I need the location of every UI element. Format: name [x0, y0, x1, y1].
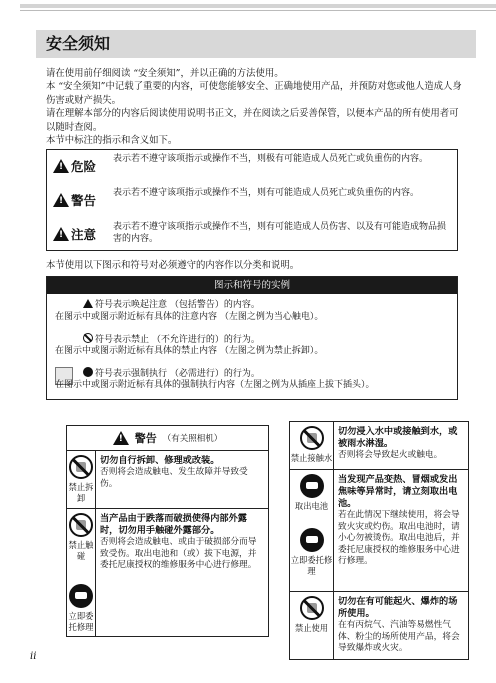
page-number: ii	[30, 651, 37, 662]
example-row-mandatory	[47, 364, 457, 398]
warning-instruction: 当发现产品变热、冒烟或发出焦味等异常时，请立刻取出电池。	[338, 474, 458, 509]
intro-text	[46, 67, 466, 147]
warning-consequence: 否则将会造成触电、发生故障并导致受伤。	[100, 467, 248, 489]
warning-title: 警告	[134, 432, 157, 445]
warning-box-right-column	[289, 421, 469, 660]
example-text: 符号表示唤起注意 （包括警告）的内容。	[95, 300, 260, 310]
warning-triangle-icon	[53, 227, 69, 241]
icon-label: 立即委托修理	[290, 555, 333, 576]
header-bar	[20, 4, 496, 8]
mandatory-icon	[83, 367, 93, 377]
warning-triangle-icon	[53, 193, 69, 207]
no-use-icon	[300, 596, 324, 620]
warning-box-camera	[66, 425, 269, 637]
examples-header: 图示和符号的实例	[47, 277, 457, 294]
repair-request-icon	[300, 528, 324, 552]
warning-triangle-icon	[113, 431, 129, 445]
warning-instruction: 当产品由于跌落而破损使得内部外露时，切勿用手触碰外露部分。	[100, 513, 247, 536]
warning-item	[67, 451, 268, 509]
caution-triangle-icon	[83, 299, 93, 308]
warning-instruction: 切勿在有可能起火、爆炸的场所使用。	[338, 596, 458, 619]
remove-battery-icon	[300, 474, 324, 498]
warning-consequence: 在有丙烷气、汽油等易燃性气体、粉尘的场所使用产品，将会导致爆炸或火灾。	[338, 620, 460, 654]
level-description: 表示若不遵守该项指示或操作不当，则有可能造成人员伤害、以及有可能造成物品损害的内容。	[113, 222, 447, 245]
intro-line: 本节中标注的指示和含义如下。	[46, 135, 178, 147]
hazard-level-caution	[47, 218, 457, 252]
level-label: 注意	[71, 227, 97, 242]
symbol-examples-box	[46, 276, 458, 400]
intro-line: 请在理解本部分的内容后阅读使用说明书正文，并在阅读之后妥善保管，以便本产品的所有使用者可以随时查阅。	[46, 108, 459, 133]
symbols-intro: 本节使用以下图示和符号对必须遵守的内容作以分类和说明。	[46, 260, 300, 271]
hazard-level-warning	[47, 184, 457, 218]
warning-box-header	[67, 426, 268, 451]
icon-label: 禁止使用	[294, 623, 329, 633]
level-description: 表示若不遵守该项指示或操作不当，则极有可能造成人员死亡或负重伤的内容。	[113, 154, 429, 164]
warning-consequence: 若在此情况下继续使用，将会导致火灾或灼伤。取出电池时，请小心勿被烫伤。取出电池后，并委托尼康授权的维修服务中心进行修理。	[338, 510, 460, 567]
example-row-prohibited	[47, 330, 457, 364]
prohibited-icon	[83, 333, 93, 343]
warning-instruction: 切勿自行拆卸、修理或改装。	[100, 455, 220, 466]
warning-item	[290, 470, 468, 592]
icon-label: 禁止接触水	[290, 453, 333, 463]
warning-item	[290, 592, 468, 659]
example-detail: 在图示中或图示附近标有具体的注意内容 （左图之例为当心触电）。	[55, 312, 324, 322]
example-detail: 在图示中或图示附近标有具体的禁止内容 （左图之例为禁止拆卸）。	[55, 346, 324, 356]
example-row-caution	[47, 296, 457, 330]
warning-consequence: 否则将会导致起火或触电。	[338, 450, 443, 460]
icon-label: 禁止拆卸	[68, 482, 94, 503]
page-title: 安全须知	[46, 34, 111, 53]
warning-item	[290, 422, 468, 470]
intro-line: 请在使用前仔细阅读 “安全须知”，并以正确的方法使用。	[46, 68, 284, 79]
level-description: 表示若不遵守该项指示或操作不当，则有可能造成人员死亡或负重伤的内容。	[113, 188, 420, 198]
icon-label: 立即委托修理	[68, 611, 94, 632]
icon-label: 取出电池	[294, 501, 329, 511]
no-water-icon	[300, 426, 324, 450]
example-detail: 在图示中或图示附近标有具体的强制执行内容（左图之例为从插座上拔下插头）。	[55, 380, 375, 390]
icon-label: 禁止触碰	[68, 540, 94, 561]
level-label: 警告	[71, 193, 97, 208]
warning-consequence: 否则将会造成触电、或由于破损部分而导致受伤。取出电池和（或）拔下电源，并委托尼康授权的维修服务中心进行修理。	[100, 537, 257, 571]
warning-instruction: 切勿浸入水中或接触到水，或被雨水淋湿。	[338, 426, 458, 449]
no-disassembly-icon	[69, 455, 93, 479]
header-rule	[20, 10, 496, 11]
warning-triangle-icon	[53, 159, 69, 173]
level-label: 危险	[71, 159, 97, 174]
hazard-level-danger	[47, 150, 457, 184]
example-text: 符号表示强制执行 （必需进行）的行为。	[95, 369, 260, 379]
repair-request-icon	[69, 584, 93, 608]
intro-line: 本 “安全须知”中记载了重要的内容，可使您能够安全、正确地使用产品，并预防对您或他人造成人身伤害或财产损失。	[46, 81, 462, 106]
warning-subtitle: （有关照相机）	[162, 434, 223, 444]
no-touch-icon	[69, 513, 93, 537]
hazard-level-table	[46, 149, 458, 251]
example-text: 符号表示禁止 （不允许进行的）的行为。	[95, 335, 260, 345]
warning-item	[67, 509, 268, 636]
